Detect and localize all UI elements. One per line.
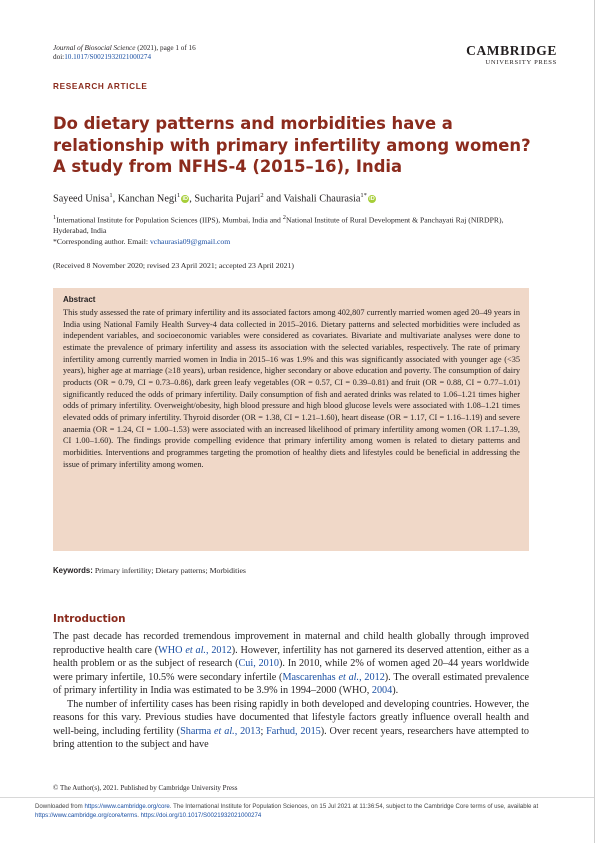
doi-url-link[interactable]: https://doi.org/10.1017/S0021932021000274 (140, 811, 262, 819)
author-name: Sayeed Unisa (53, 193, 110, 205)
affiliation-2: National Institute of Rural Development & Panchayati Raj (NIRDPR), Hyderabad, India (53, 215, 504, 236)
journal-page-info: (2021), page 1 of 16 (135, 44, 196, 52)
author-affil-mark: 1* (360, 192, 367, 199)
paragraph: The past decade has recorded tremendous improvement in maternal and child health globally through improved reproductive health care (WHO et al., 2012). However, infertility has not garnered its deserved attention, either as a health problem or as the subject of research (Cui, 2010). In 2010, while 2% of women aged 20–44 years worldwide were primary infertile, 10.5% were secondary infertile (Mascarenhas et al., 2012). The overall estimated prevalence of primary infertility in India was estimated to be 3.9% in 1994–2000 (WHO, 2004). (53, 631, 530, 696)
author-affil-mark: 2 (260, 192, 264, 199)
doi-link[interactable]: 10.1017/S0021932021000274 (64, 53, 152, 61)
doi-label: doi: (53, 53, 65, 61)
article-type: RESEARCH ARTICLE (53, 82, 148, 91)
keywords-text: Primary infertility; Dietary patterns; Morbidities (92, 566, 246, 575)
abstract-heading: Abstract (63, 295, 96, 304)
footer-divider (0, 797, 595, 798)
logo-line-1: CAMBRIDGE (466, 43, 557, 58)
affiliations (53, 213, 531, 247)
keywords-label: Keywords: (53, 566, 93, 575)
author-affil-mark: 1 (176, 192, 181, 199)
author-affil-mark: 1 (109, 192, 113, 199)
logo-line-2: UNIVERSITY PRESS (485, 59, 557, 66)
author-separator: and (263, 193, 284, 205)
citation-link[interactable]: Farhud, 2015 (266, 725, 321, 737)
corresponding-label: *Corresponding author. Email: (53, 236, 150, 246)
introduction-body (53, 630, 529, 752)
orcid-icon[interactable]: iD (369, 196, 375, 203)
citation-link[interactable]: WHO et al., 2012 (158, 644, 232, 656)
author-name: Kanchan Negi (117, 193, 177, 205)
copyright-notice: © The Author(s), 2021. Published by Cambridge University Press (53, 784, 238, 792)
download-notice: Downloaded from https://www.cambridge.org/core. The International Institute for Population Sciences, on 15 Jul 2021 at 11:36:54, subject to the Cambridge Core terms of use, available at https://www.cambridge.org/core/terms. https://doi.org/10.1017/S0021932021000274 (35, 803, 539, 819)
author-separator: , (112, 193, 118, 205)
abstract-text: This study assessed the rate of primary infertility and its associated factors among 402,807 currently married women aged 20–49 years in India using National Family Health Survey-4 data collected in 2015–2016. Dietary patterns and selected morbidities were included as independent variables, and socioeconomic variables were considered as covariates. Bivariate and multivariate analyses were done to estimate the prevalence of primary infertility and assess its association with the selected variables, respectively. The rate of primary infertility among currently married women in India in 2015–16 was 1.9% and this was significantly associated with younger age (<35 years), higher age at marriage (≥18 years), urban residence, higher secondary or above education and poverty. The consumption of dairy products (OR = 0.79, CI = 0.73–0.86), dark green leafy vegetables (OR = 0.57, CI = 0.39–0.81) and fruit (OR = 0.88, CI = 0.77–1.01) significantly reduced the odds of primary infertility. Daily consumption of fish and aerated drinks was related to 1.06–1.21 times higher odds of primary infertility. Overweight/obesity, high blood pressure and high blood glucose levels were associated with 1.08–1.21 times elevated odds of primary infertility. Thyroid disorder (OR = 1.38, CI = 1.21–1.60), heart disease (OR = 1.17, CI = 1.16–1.19) and severe anaemia (OR = 1.24, CI = 1.00–1.53) were associated with an increased likelihood of primary infertility among women (OR 1.17–1.39, CI 1.00–1.60). The findings provide compelling evidence that primary infertility among women is related to dietary patterns and morbidities. Interventions and programmes targeting the promotion of healthy diets and lifestyles could be beneficial in addressing the issue of primary infertility among women. (63, 308, 520, 469)
terms-link[interactable]: https://www.cambridge.org/core/terms (35, 811, 138, 819)
citation-link[interactable]: Cui, 2010 (238, 658, 279, 669)
author-name: Vaishali Chaurasia (283, 193, 361, 205)
keywords (53, 566, 246, 575)
author-separator: , (189, 193, 195, 205)
publisher-logo (437, 44, 557, 67)
author-name: Sucharita Pujari (194, 193, 261, 205)
paragraph: The number of infertility cases has been rising rapidly in both developed and developing countries. However, the reasons for this vary. Previous studies have documented that lifestyle factors greatly influence overall health and well-being, including fertility (Sharma et al., 2013; Farhud, 2015). Over recent years, researchers have attempted to bring attention to the subject and have (53, 698, 529, 750)
email-link[interactable]: vchaurasia09@gmail.com (149, 236, 231, 246)
citation-link[interactable]: Mascarenhas et al., 2012 (282, 671, 385, 683)
core-link[interactable]: https://www.cambridge.org/core (84, 803, 170, 810)
affiliation-1: International Institute for Population Sciences (IIPS), Mumbai, India and (56, 215, 283, 225)
journal-name: Journal of Biosocial Science (53, 44, 136, 52)
affil-mark: 2 (282, 214, 286, 221)
article-title: Do dietary patterns and morbidities have a relationship with primary infertility among women? A study from NFHS-4 (2015–16), India (53, 114, 531, 176)
citation-link[interactable]: Sharma et al., 2013 (180, 725, 261, 737)
author-list (53, 192, 376, 204)
orcid-icon[interactable]: iD (182, 196, 188, 203)
affil-mark: 1 (53, 214, 57, 221)
journal-header (53, 44, 196, 62)
citation-link[interactable]: 2004 (371, 685, 393, 696)
received-dates: (Received 8 November 2020; revised 23 April 2021; accepted 23 April 2021) (53, 261, 294, 270)
introduction-heading: Introduction (53, 613, 126, 625)
